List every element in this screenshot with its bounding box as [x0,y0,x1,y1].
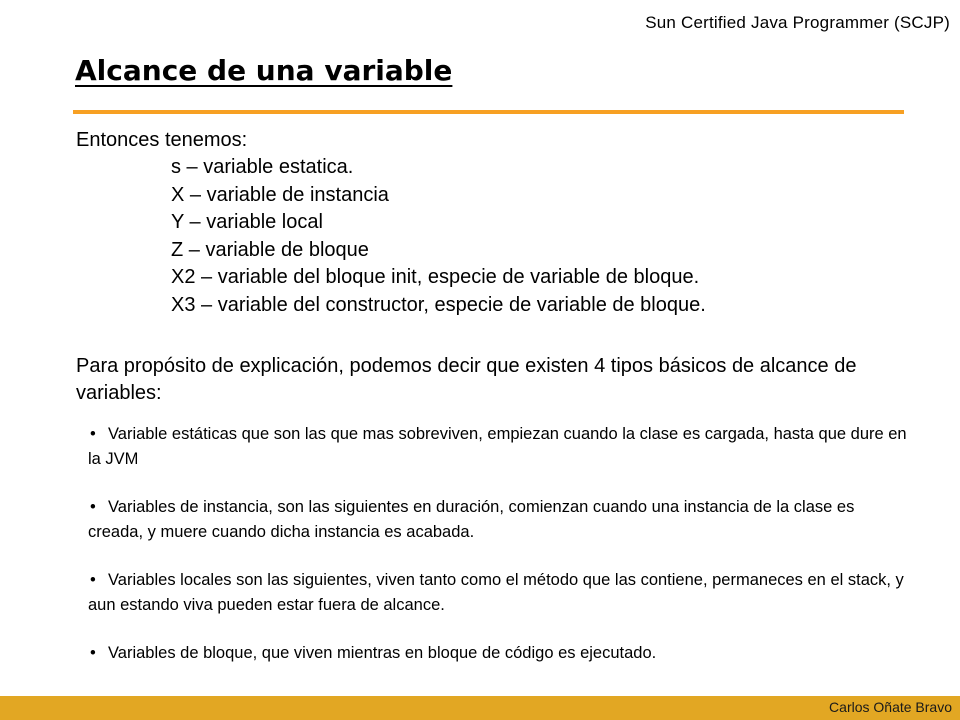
title-divider [73,110,904,114]
footer-author: Carlos Oñate Bravo [829,699,952,715]
scope-intro-paragraph: Para propósito de explicación, podemos decir que existen 4 tipos básicos de alcance de variables: [76,355,857,404]
list-item: X2 – variable del bloque init, especie de variable de bloque. [171,266,700,288]
list-item: Z – variable de bloque [171,238,369,261]
bullet-icon: • [90,498,96,516]
list-item: s – variable estatica. [171,156,354,178]
slide-title: Alcance de una variable [75,54,453,87]
scope-item-text: Variable estáticas que son las que mas sobreviven, empiezan cuando la clase es cargada, hasta que dure en la JVM [88,425,907,468]
scope-types-list [88,422,908,690]
list-item [88,568,908,617]
bullet-icon: • [90,571,96,589]
list-item [88,422,908,471]
intro-text: Entonces tenemos: [76,129,248,151]
list-item: X3 – variable del constructor, especie de variable de bloque. [171,293,706,316]
bullet-icon: • [90,644,96,662]
list-item [88,641,908,666]
footer-bar [0,696,960,720]
list-item [88,495,908,544]
list-item: X – variable de instancia [171,183,389,206]
course-header: Sun Certified Java Programmer (SCJP) [645,13,950,32]
bullet-icon: • [90,425,96,443]
scope-item-text: Variables de instancia, son las siguientes en duración, comienzan cuando una instancia de la clase es creada, y muere cuando dicha instancia es acabada. [88,498,855,541]
list-item: Y – variable local [171,211,323,233]
scope-item-text: Variables locales son las siguientes, viven tanto como el método que las contiene, permaneces en el stack, y aun estando viva pueden estar fuera de alcance. [88,571,904,614]
scope-item-text: Variables de bloque, que viven mientras en bloque de código es ejecutado. [108,644,657,662]
variable-list [171,154,706,319]
